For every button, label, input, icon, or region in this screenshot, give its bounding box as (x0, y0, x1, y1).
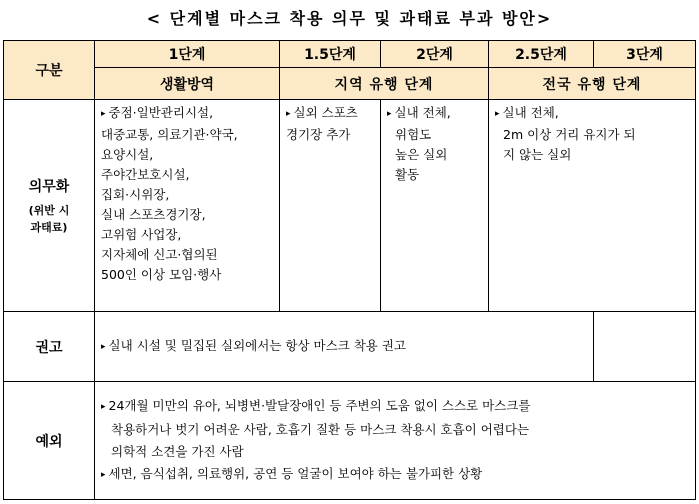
level-1-5-header: 1.5단계 (280, 41, 381, 68)
category-header: 구분 (4, 41, 95, 100)
level-1-item: 500인 이상 모임·행사 (101, 267, 222, 282)
exception-cell (95, 382, 696, 500)
level-1-item: 집회·시위장, (101, 187, 170, 202)
level-1-item: ▸ 중점·일반관리시설, (101, 103, 275, 125)
level-1-item: 실내 스포츠경기장, (101, 207, 206, 222)
level-1-item: 주야간보호시설, (101, 167, 190, 182)
level-1-item: 대중교통, 의료기관·약국, (101, 127, 238, 142)
mandatory-label: 의무화 (28, 178, 70, 195)
level-1-5-item: 경기장 추가 (286, 127, 351, 142)
level-2-5-item: ▸ 실내 전체, (495, 103, 691, 125)
exception-item-1: ▸ 24개월 미만의 유아, 뇌병변·발달장애인 등 주변의 도움 없이 스스로 마스크를 (101, 395, 689, 419)
level-3-header: 3단계 (594, 41, 696, 68)
mandatory-row-label (4, 100, 95, 312)
level-2-item: 높은 실외 (395, 147, 448, 162)
level-1-mandatory-cell (95, 100, 280, 312)
exception-item-1-line: 착용하거나 벗기 어려운 사람, 호흡기 질환 등 마스크 착용시 호흡이 어렵다는 (111, 421, 530, 437)
level-1-5-item: ▸ 실외 스포츠 (286, 103, 376, 125)
level-2-5-item: 지 않는 실외 (503, 147, 572, 162)
exception-item-1-line: 의학적 소견을 가진 사람 (111, 443, 244, 459)
mask-policy-table (3, 40, 696, 500)
level-2-mandatory-cell (381, 100, 489, 312)
group-regional-outbreak: 지역 유행 단계 (280, 68, 489, 100)
recommend-empty-cell (594, 312, 696, 382)
mandatory-sub-1: (위반 시 (28, 203, 70, 217)
level-2-item: 위험도 (395, 127, 432, 142)
recommend-label: 권고 (4, 312, 95, 382)
level-2-item: ▸ 실내 전체, (387, 103, 484, 125)
recommend-text: ▸ 실내 시설 및 밀집된 실외에서는 항상 마스크 착용 권고 (101, 336, 587, 358)
level-1-item: 고위험 사업장, (101, 227, 182, 242)
mandatory-sub-2: 과태료) (30, 220, 68, 234)
level-1-header: 1단계 (95, 41, 280, 68)
level-1-item: 요양시설, (101, 147, 154, 162)
level-1-item: 지자체에 신고·협의된 (101, 247, 218, 262)
level-2-5-header: 2.5단계 (489, 41, 594, 68)
page-title: < 단계별 마스크 착용 의무 및 과태료 부과 방안> (146, 9, 553, 28)
exception-item-2: ▸ 세면, 음식섭취, 의료행위, 공연 등 얼굴이 보여야 하는 불가피한 상황 (101, 463, 689, 487)
level-2-5-item: 2m 이상 거리 유지가 되 (503, 127, 636, 142)
level-2-item: 활동 (395, 167, 420, 182)
group-life-prevention: 생활방역 (95, 68, 280, 100)
level-2-header: 2단계 (381, 41, 489, 68)
level-2-5-3-mandatory-cell (489, 100, 696, 312)
level-1-5-mandatory-cell (280, 100, 381, 312)
exception-label: 예외 (4, 382, 95, 500)
group-national-outbreak: 전국 유행 단계 (489, 68, 696, 100)
recommend-cell (95, 312, 594, 382)
